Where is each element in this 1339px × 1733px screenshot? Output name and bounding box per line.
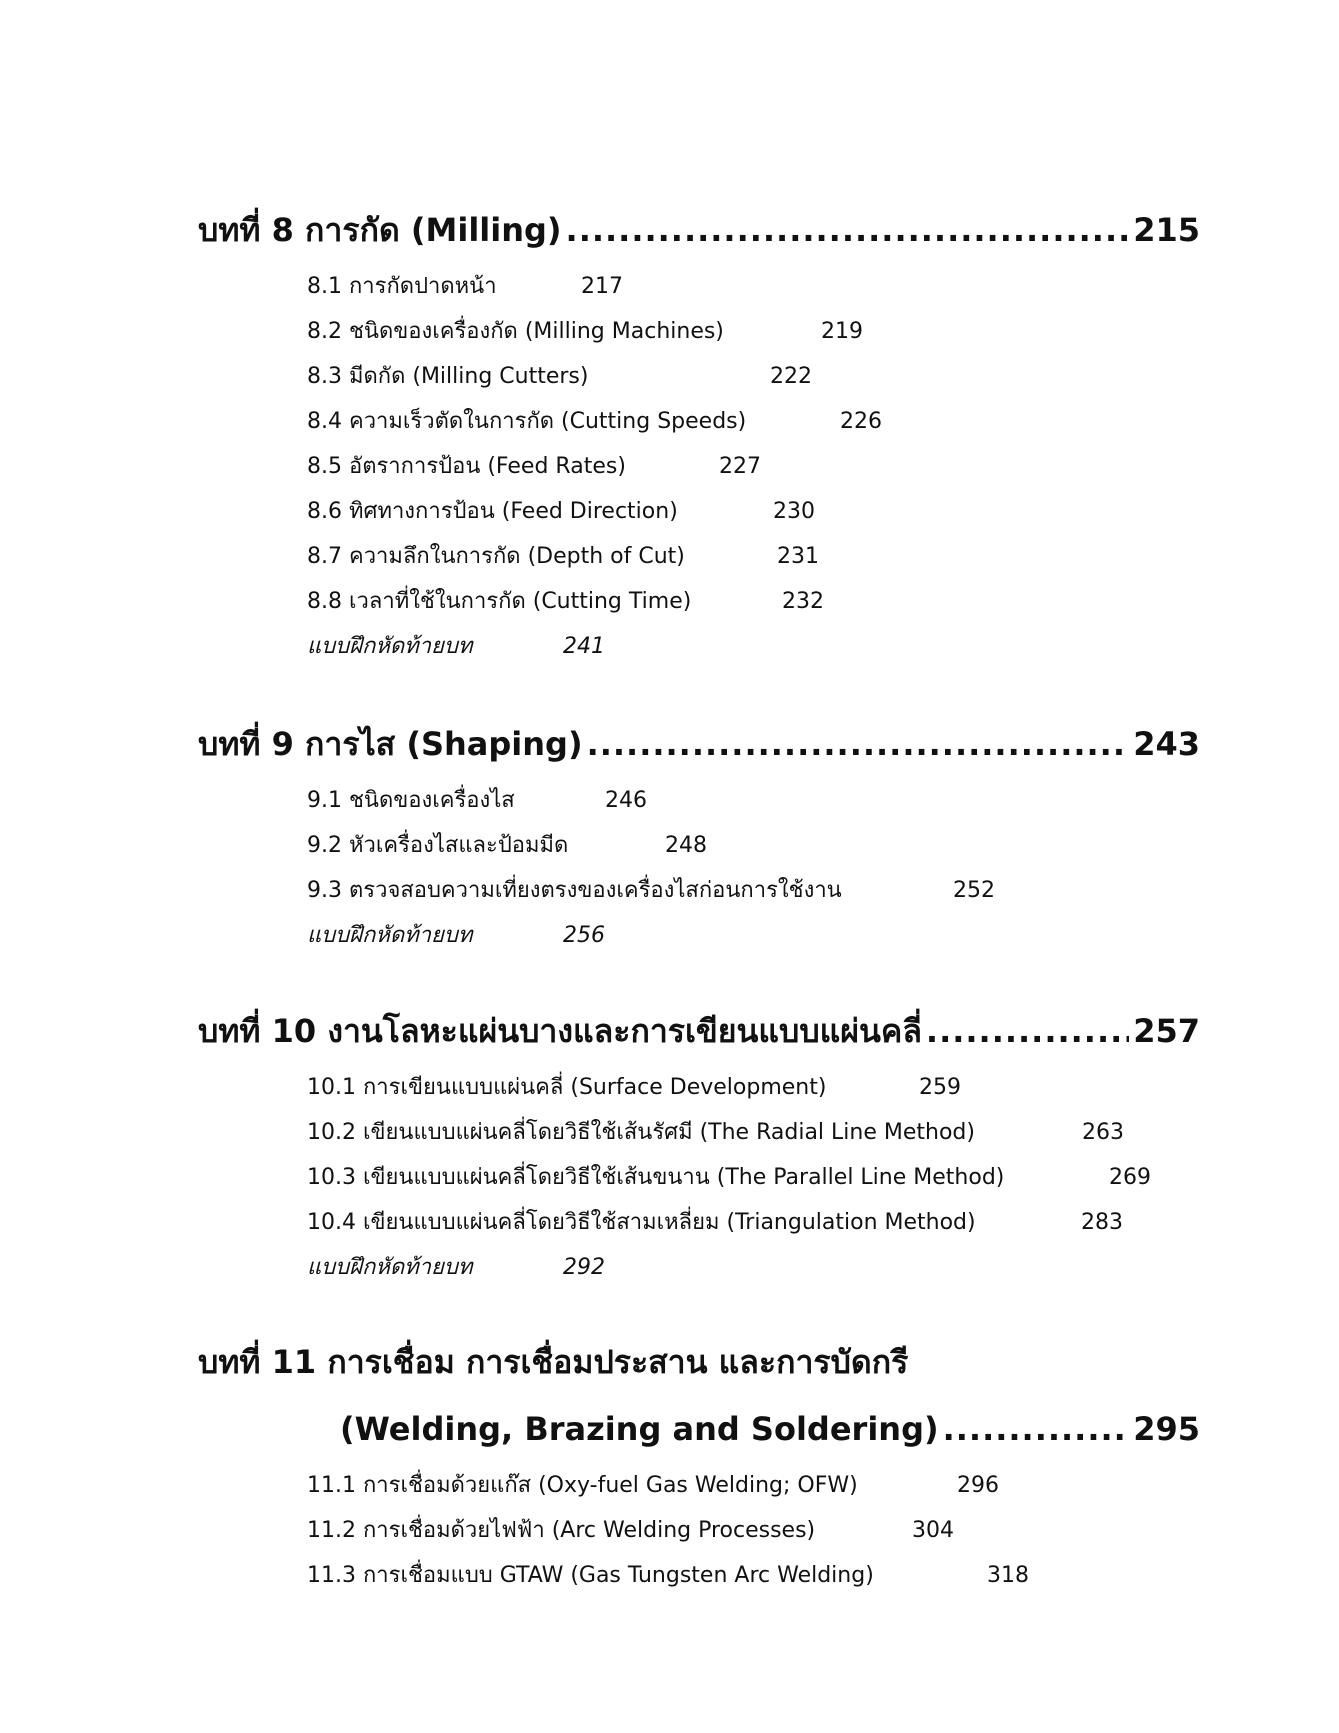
- chapter-page: 257: [1133, 1012, 1200, 1050]
- toc-entry-exercise[interactable]: [307, 630, 605, 664]
- toc-entry[interactable]: [307, 405, 882, 439]
- toc-entry[interactable]: [307, 450, 761, 484]
- chapter-title: บทที่ 10 งานโลหะแผ่นบางและการเขียนแบบแผ่นคลี่: [198, 1012, 922, 1050]
- entry-page: 259: [919, 1075, 961, 1100]
- entry-page: 304: [912, 1518, 954, 1543]
- toc-entry[interactable]: [307, 784, 647, 818]
- entry-label: 9.3 ตรวจสอบความเที่ยงตรงของเครื่องไสก่อนการใช้งาน: [307, 878, 842, 903]
- entry-page: 318: [987, 1563, 1029, 1588]
- toc-entry[interactable]: [307, 829, 707, 863]
- entry-label: 8.4 ความเร็วตัดในการกัด (Cutting Speeds): [307, 409, 747, 434]
- leader-dots: [943, 1403, 1130, 1455]
- entry-page: 292: [563, 1255, 605, 1280]
- toc-entry[interactable]: [307, 874, 995, 908]
- entry-label: 8.5 อัตราการป้อน (Feed Rates): [307, 454, 626, 479]
- toc-entry[interactable]: [307, 1514, 954, 1548]
- toc-entry[interactable]: [307, 540, 819, 574]
- entry-label: 10.1 การเขียนแบบแผ่นคลี่ (Surface Development): [307, 1075, 827, 1100]
- chapter-title-line2: (Welding, Brazing and Soldering): [340, 1410, 939, 1448]
- chapter-page: 215: [1133, 211, 1200, 249]
- entry-page: 222: [770, 364, 812, 389]
- entry-page: 263: [1082, 1120, 1124, 1145]
- chapter-heading-9[interactable]: [198, 718, 1200, 770]
- entry-page: 230: [773, 499, 815, 524]
- entry-page: 226: [840, 409, 882, 434]
- entry-label: 11.3 การเชื่อมแบบ GTAW (Gas Tungsten Arc Welding): [307, 1563, 874, 1588]
- chapter-title: บทที่ 11 การเชื่อม การเชื่อมประสาน และการบัดกรี: [198, 1343, 909, 1381]
- entry-label: 8.3 มีดกัด (Milling Cutters): [307, 364, 589, 389]
- chapter-heading-11[interactable]: [198, 1336, 908, 1388]
- toc-entry[interactable]: [307, 270, 623, 304]
- chapter-heading-8[interactable]: [198, 204, 1200, 256]
- entry-label: 8.6 ทิศทางการป้อน (Feed Direction): [307, 499, 678, 524]
- toc-entry[interactable]: [307, 360, 812, 394]
- chapter-page: 295: [1133, 1410, 1200, 1448]
- entry-label: 8.8 เวลาที่ใช้ในการกัด (Cutting Time): [307, 589, 692, 614]
- entry-label: 11.1 การเชื่อมด้วยแก๊ส (Oxy-fuel Gas Welding; OFW): [307, 1473, 858, 1498]
- toc-entry[interactable]: [307, 315, 863, 349]
- entry-page: 246: [605, 788, 647, 813]
- chapter-heading-10[interactable]: [198, 1005, 1200, 1057]
- toc-entry[interactable]: [307, 585, 824, 619]
- entry-label: 10.3 เขียนแบบแผ่นคลี่โดยวิธีใช้เส้นขนาน (The Parallel Line Method): [307, 1165, 1005, 1190]
- entry-page: 217: [581, 274, 623, 299]
- toc-entry[interactable]: [307, 1071, 961, 1105]
- entry-page: 241: [563, 634, 605, 659]
- entry-page: 256: [563, 923, 605, 948]
- entry-label: แบบฝึกหัดท้ายบท: [307, 1255, 473, 1280]
- chapter-title: บทที่ 8 การกัด (Milling): [198, 211, 562, 249]
- leader-dots: [926, 1005, 1129, 1057]
- leader-dots: [566, 204, 1130, 256]
- entry-label: 9.2 หัวเครื่องไสและป้อมมีด: [307, 833, 569, 858]
- chapter-title: บทที่ 9 การไส (Shaping): [198, 725, 583, 763]
- chapter-page: 243: [1133, 725, 1200, 763]
- toc-entry[interactable]: [307, 1206, 1123, 1240]
- entry-page: 296: [957, 1473, 999, 1498]
- entry-label: 10.2 เขียนแบบแผ่นคลี่โดยวิธีใช้เส้นรัศมี (The Radial Line Method): [307, 1120, 975, 1145]
- toc-entry-exercise[interactable]: [307, 1251, 605, 1285]
- entry-label: 8.1 การกัดปาดหน้า: [307, 274, 497, 299]
- entry-page: 232: [782, 589, 824, 614]
- entry-label: 10.4 เขียนแบบแผ่นคลี่โดยวิธีใช้สามเหลี่ยม (Triangulation Method): [307, 1210, 976, 1235]
- entry-page: 231: [777, 544, 819, 569]
- toc-entry[interactable]: [307, 1116, 1124, 1150]
- toc-entry[interactable]: [307, 1161, 1151, 1195]
- toc-entry-exercise[interactable]: [307, 919, 605, 953]
- chapter-heading-11-line2[interactable]: [340, 1403, 1200, 1455]
- entry-label: แบบฝึกหัดท้ายบท: [307, 923, 473, 948]
- entry-label: 11.2 การเชื่อมด้วยไฟฟ้า (Arc Welding Processes): [307, 1518, 816, 1543]
- entry-page: 252: [953, 878, 995, 903]
- entry-page: 269: [1109, 1165, 1151, 1190]
- entry-page: 283: [1081, 1210, 1123, 1235]
- entry-label: 8.2 ชนิดของเครื่องกัด (Milling Machines): [307, 319, 724, 344]
- entry-page: 219: [821, 319, 863, 344]
- entry-page: 248: [665, 833, 707, 858]
- entry-label: 8.7 ความลึกในการกัด (Depth of Cut): [307, 544, 685, 569]
- entry-label: 9.1 ชนิดของเครื่องไส: [307, 788, 515, 813]
- toc-entry[interactable]: [307, 495, 815, 529]
- toc-entry[interactable]: [307, 1559, 1029, 1593]
- toc-entry[interactable]: [307, 1469, 999, 1503]
- leader-dots: [587, 718, 1130, 770]
- entry-page: 227: [719, 454, 761, 479]
- entry-label: แบบฝึกหัดท้ายบท: [307, 634, 473, 659]
